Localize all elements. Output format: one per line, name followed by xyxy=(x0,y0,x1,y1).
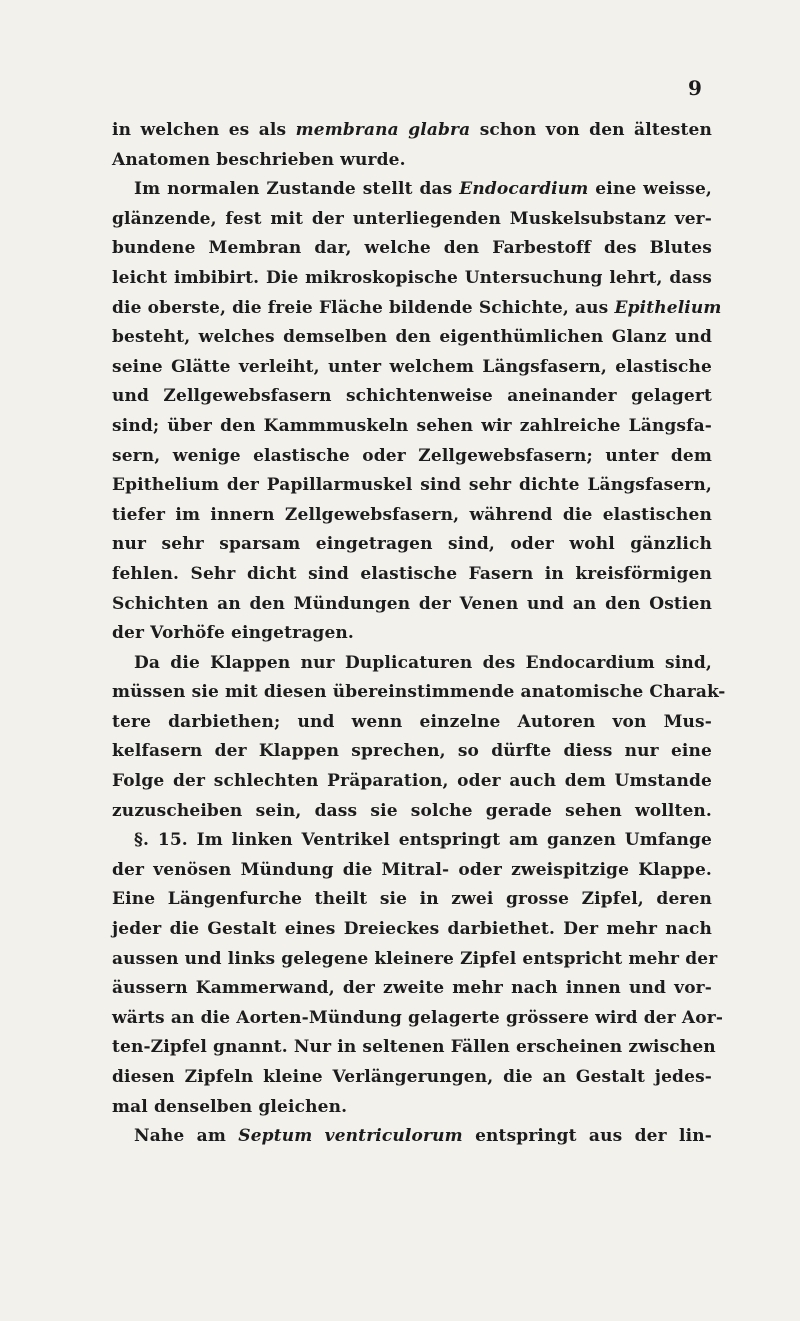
text-line xyxy=(112,1093,712,1123)
text-run: Nahe am xyxy=(134,1126,239,1147)
text-line xyxy=(112,1063,712,1093)
text-run: kelfasern der Klappen sprechen, so dürfte diess nur eine xyxy=(112,741,712,762)
text-run: aussen und links gelegene kleinere Zipfel entspricht mehr der xyxy=(112,948,718,969)
text-line xyxy=(112,501,712,531)
italic-term: Septum ventriculorum xyxy=(238,1126,463,1147)
text-line xyxy=(112,323,712,353)
text-run: die oberste, die freie Fläche bildende Schichte, aus xyxy=(112,297,615,318)
text-run: glänzende, fest mit der unterliegenden Muskelsubstanz ver- xyxy=(112,208,712,229)
text-line xyxy=(112,560,712,590)
text-run: §. 15. Im linken Ventrikel entspringt am ganzen Umfange xyxy=(134,830,712,851)
italic-term: Endocardium xyxy=(459,179,589,200)
text-line xyxy=(112,974,712,1004)
text-run: der venösen Mündung die Mitral- oder zweispitzige Klappe. xyxy=(112,859,712,880)
text-line xyxy=(112,205,712,235)
text-run: Da die Klappen nur Duplicaturen des Endocardium sind, xyxy=(134,652,712,673)
text-run: und Zellgewebsfasern schichtenweise aneinander gelagert xyxy=(112,386,712,407)
text-run: müssen sie mit diesen übereinstimmende anatomische Charak- xyxy=(112,682,726,703)
text-line xyxy=(112,1033,716,1063)
text-run: nur sehr sparsam eingetragen sind, oder wohl gänzlich xyxy=(112,534,712,555)
text-line xyxy=(112,856,712,886)
body-text xyxy=(112,116,726,1152)
text-run: seine Glätte verleiht, unter welchem Längsfasern, elastische xyxy=(112,356,712,377)
text-line xyxy=(112,885,712,915)
text-run: sind; über den Kammmuskeln sehen wir zahlreiche Längsfa- xyxy=(112,415,712,436)
text-run: Im normalen Zustande stellt das xyxy=(134,179,460,200)
text-run: tiefer im innern Zellgewebsfasern, während die elastischen xyxy=(112,504,712,525)
text-run: mal denselben gleichen. xyxy=(112,1096,348,1117)
text-line xyxy=(112,353,712,383)
text-line xyxy=(112,471,712,501)
text-line xyxy=(112,915,712,945)
text-run: wärts an die Aorten-Mündung gelagerte grössere wird der Aor- xyxy=(112,1007,724,1028)
text-run: Epithelium der Papillarmuskel sind sehr dichte Längsfasern, xyxy=(112,475,712,496)
text-run: sern, wenige elastische oder Zellgewebsfasern; unter dem xyxy=(112,445,712,466)
text-line xyxy=(112,442,712,472)
text-run: fehlen. Sehr dicht sind elastische Fasern in kreisförmigen xyxy=(112,563,712,584)
text-line xyxy=(112,116,712,146)
text-line xyxy=(112,708,712,738)
text-run: eine weisse, xyxy=(588,179,712,200)
text-run: jeder die Gestalt eines Dreieckes darbiethet. Der mehr nach xyxy=(112,919,712,940)
text-line xyxy=(112,826,712,856)
text-run: Eine Längenfurche theilt sie in zwei grosse Zipfel, deren xyxy=(112,889,712,910)
italic-term: membrana glabra xyxy=(295,120,471,140)
text-run: zuzuscheiben sein, dass sie solche gerade sehen wollten. xyxy=(112,800,712,821)
text-line xyxy=(112,530,712,560)
text-run: Folge der schlechten Präparation, oder auch dem Umstande xyxy=(112,771,712,792)
text-line xyxy=(112,1004,724,1034)
text-line xyxy=(112,234,712,264)
text-run: tere darbiethen; und wenn einzelne Autoren von Mus- xyxy=(112,711,712,732)
text-run: besteht, welches demselben den eigenthümlichen Glanz und xyxy=(112,327,712,348)
text-line xyxy=(112,797,712,827)
text-line xyxy=(112,945,718,975)
text-line xyxy=(112,146,712,176)
text-line xyxy=(112,1122,712,1152)
text-line xyxy=(112,678,726,708)
text-run: Anatomen beschrieben wurde. xyxy=(112,149,406,170)
text-line xyxy=(112,767,712,797)
text-line xyxy=(112,737,712,767)
text-line xyxy=(112,382,712,412)
text-line xyxy=(112,264,712,294)
text-line xyxy=(112,294,722,324)
text-run: leicht imbibirt. Die mikroskopische Untersuchung lehrt, dass xyxy=(112,267,712,288)
italic-term: Epithelium xyxy=(614,297,722,318)
text-run: diesen Zipfeln kleine Verlängerungen, die an Gestalt jedes- xyxy=(112,1067,712,1087)
text-run: Schichten an den Mündungen der Venen und an den Ostien xyxy=(112,593,712,614)
text-run: äussern Kammerwand, der zweite mehr nach innen und vor- xyxy=(112,978,712,999)
page-number: 9 xyxy=(688,76,702,100)
text-run: bundene Membran dar, welche den Farbestoff des Blutes xyxy=(112,238,712,259)
text-line xyxy=(112,619,712,649)
text-run: in welchen es als xyxy=(112,120,296,140)
text-line xyxy=(112,412,712,442)
text-line xyxy=(112,649,712,679)
text-line xyxy=(112,590,712,620)
text-run: der Vorhöfe eingetragen. xyxy=(112,623,354,644)
text-run: ten-Zipfel gnannt. Nur in seltenen Fällen erscheinen zwischen xyxy=(112,1037,716,1058)
text-run: schon von den ältesten xyxy=(470,120,712,140)
text-line xyxy=(112,175,712,205)
text-run: entspringt aus der lin- xyxy=(462,1126,712,1147)
